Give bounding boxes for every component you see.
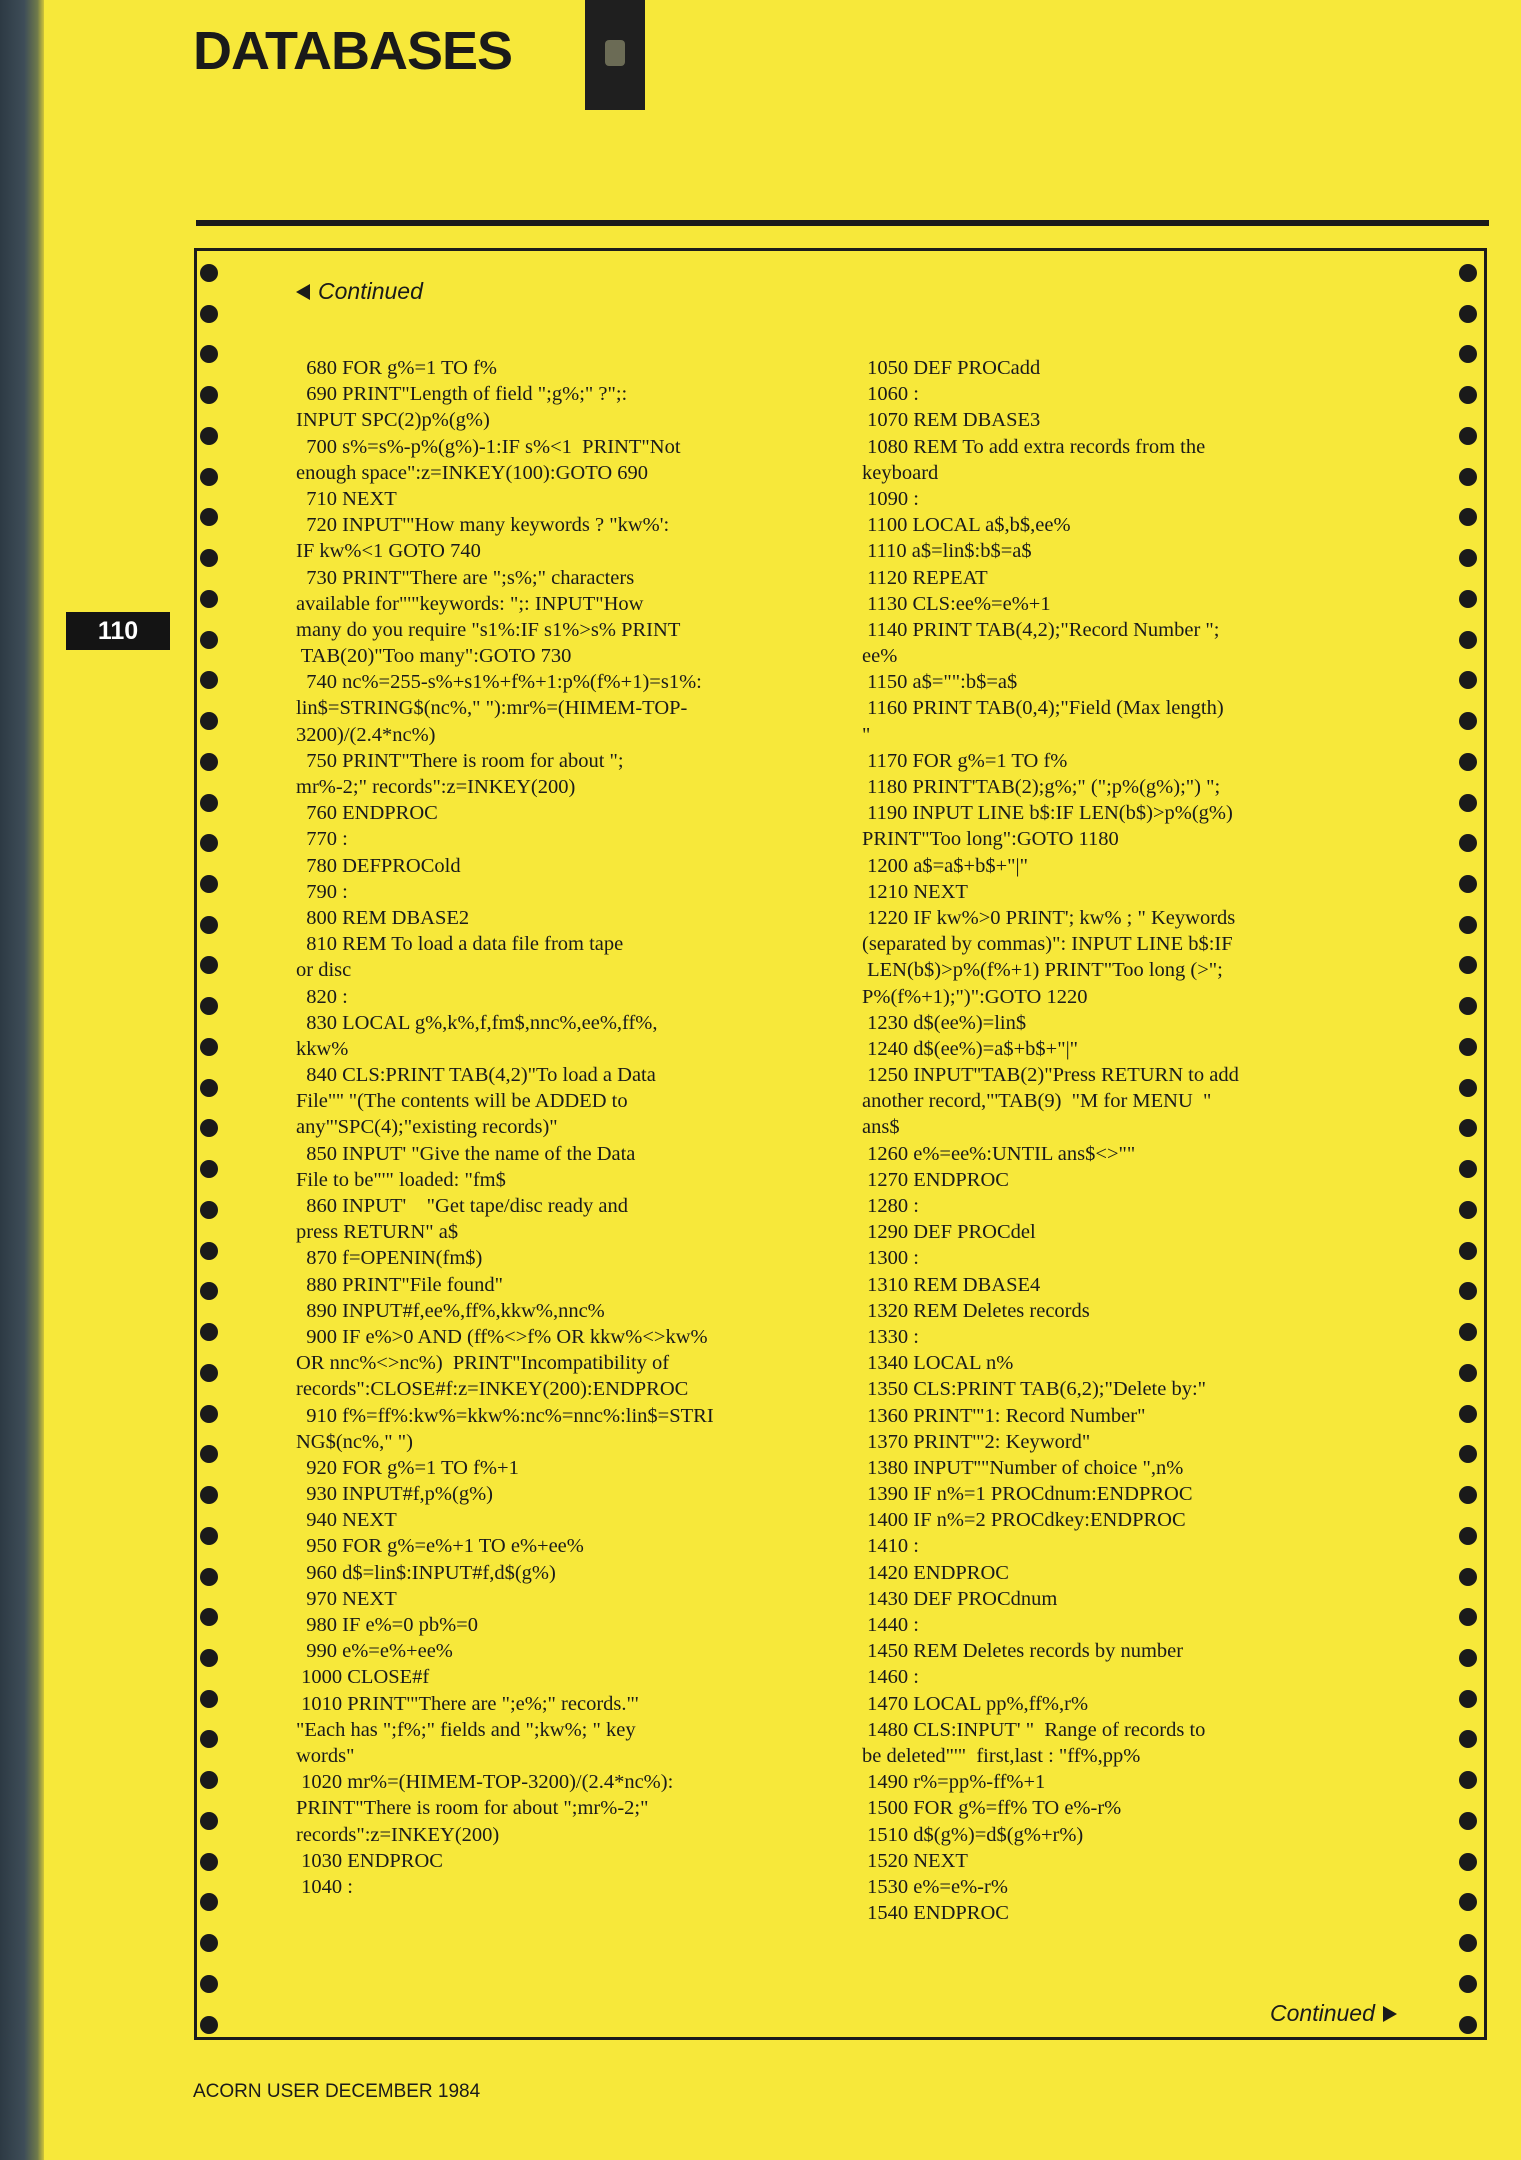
code-line: 1170 FOR g%=1 TO f% bbox=[862, 749, 1068, 772]
sprocket-hole bbox=[1459, 1445, 1477, 1463]
code-line: or disc bbox=[296, 959, 352, 982]
code-line: 1210 NEXT bbox=[862, 880, 968, 903]
sprocket-hole bbox=[1459, 834, 1477, 852]
code-line: File to be"'" loaded: "fm$ bbox=[296, 1168, 506, 1191]
code-line: 1240 d$(ee%)=a$+b$+"|" bbox=[862, 1037, 1079, 1060]
sprocket-hole bbox=[1459, 508, 1477, 526]
code-line: records":z=INKEY(200) bbox=[296, 1823, 500, 1846]
code-line: NG$(nc%," ") bbox=[296, 1430, 413, 1453]
code-line: 900 IF e%>0 AND (ff%<>f% OR kkw%<>kw% bbox=[296, 1325, 708, 1348]
code-line: 1140 PRINT TAB(4,2);"Record Number "; bbox=[862, 618, 1220, 641]
code-line: 870 f=OPENIN(fm$) bbox=[296, 1247, 483, 1270]
code-line: 850 INPUT' "Give the name of the Data bbox=[296, 1142, 636, 1165]
sprocket-hole bbox=[1459, 875, 1477, 893]
code-line: 1310 REM DBASE4 bbox=[862, 1273, 1041, 1296]
sprocket-hole bbox=[1459, 1119, 1477, 1137]
code-line: ee% bbox=[862, 645, 898, 668]
sprocket-hole bbox=[1459, 997, 1477, 1015]
code-line: enough space":z=INKEY(100):GOTO 690 bbox=[296, 461, 649, 484]
sprocket-hole bbox=[1459, 1242, 1477, 1260]
sprocket-hole bbox=[200, 2016, 218, 2034]
sprocket-hole bbox=[200, 1690, 218, 1708]
code-line: 1280 : bbox=[862, 1195, 919, 1217]
code-line: 1100 LOCAL a$,b$,ee% bbox=[862, 514, 1071, 537]
sprocket-hole bbox=[1459, 1975, 1477, 1993]
code-line: IF kw%<1 GOTO 740 bbox=[296, 540, 481, 563]
code-line: 770 : bbox=[296, 828, 348, 851]
sprocket-hole bbox=[200, 1812, 218, 1830]
code-line: 1080 REM To add extra records from the bbox=[862, 435, 1206, 458]
sprocket-holes-left bbox=[200, 264, 222, 2034]
code-line: 730 PRINT"There are ";s%;" characters bbox=[296, 566, 635, 589]
code-line: keyboard bbox=[862, 461, 939, 484]
code-line: available for"'"keywords: ";: INPUT"How bbox=[296, 592, 644, 615]
code-line: 1200 a$=a$+b$+"|" bbox=[862, 854, 1028, 877]
sprocket-hole bbox=[200, 1201, 218, 1219]
code-line: 1350 CLS:PRINT TAB(6,2);"Delete by:" bbox=[862, 1378, 1207, 1401]
sprocket-hole bbox=[1459, 1038, 1477, 1056]
code-line: 1190 INPUT LINE b$:IF LEN(b$)>p%(g%) bbox=[862, 802, 1233, 825]
sprocket-hole bbox=[1459, 712, 1477, 730]
code-line: 1000 CLOSE#f bbox=[296, 1666, 430, 1689]
code-line: words" bbox=[296, 1744, 355, 1767]
sprocket-hole bbox=[200, 1893, 218, 1911]
sprocket-hole bbox=[200, 1934, 218, 1952]
listing-left-column bbox=[296, 355, 856, 1900]
sprocket-hole bbox=[200, 1160, 218, 1178]
code-line: 1450 REM Deletes records by number bbox=[862, 1640, 1184, 1663]
code-line: 930 INPUT#f,p%(g%) bbox=[296, 1483, 493, 1506]
sprocket-hole bbox=[200, 1364, 218, 1382]
sprocket-hole bbox=[200, 1568, 218, 1586]
code-line: 1420 ENDPROC bbox=[862, 1561, 1009, 1584]
sprocket-hole bbox=[200, 875, 218, 893]
sprocket-hole bbox=[200, 1771, 218, 1789]
code-line: many do you require "s1%:IF s1%>s% PRINT bbox=[296, 618, 681, 641]
sprocket-hole bbox=[200, 468, 218, 486]
title-photo-block bbox=[585, 0, 645, 110]
sprocket-hole bbox=[200, 1853, 218, 1871]
code-line: 1010 PRINT'"There are ";e%;" records."' bbox=[296, 1692, 639, 1715]
code-line: 1370 PRINT'"2: Keyword" bbox=[862, 1430, 1091, 1453]
sprocket-hole bbox=[200, 264, 218, 282]
code-line: 1480 CLS:INPUT' " Range of records to bbox=[862, 1718, 1206, 1741]
listing-right-column bbox=[862, 355, 1422, 1926]
sprocket-hole bbox=[200, 1282, 218, 1300]
sprocket-hole bbox=[200, 508, 218, 526]
code-line: 1330 : bbox=[862, 1325, 919, 1348]
sprocket-hole bbox=[1459, 1771, 1477, 1789]
code-line: 710 NEXT bbox=[296, 487, 397, 510]
code-line: 1160 PRINT TAB(0,4);"Field (Max length) bbox=[862, 697, 1224, 720]
sprocket-hole bbox=[1459, 1486, 1477, 1504]
code-line: 1380 INPUT''"Number of choice ",n% bbox=[862, 1456, 1184, 1479]
sprocket-hole bbox=[200, 305, 218, 323]
code-line: 970 NEXT bbox=[296, 1587, 397, 1610]
code-line: 920 FOR g%=1 TO f%+1 bbox=[296, 1456, 519, 1479]
sprocket-hole bbox=[1459, 1160, 1477, 1178]
sprocket-hole bbox=[1459, 549, 1477, 567]
sprocket-hole bbox=[1459, 1649, 1477, 1667]
sprocket-hole bbox=[200, 590, 218, 608]
code-line: LEN(b$)>p%(f%+1) PRINT"Too long (>"; bbox=[862, 959, 1223, 982]
footer-credit: ACORN USER DECEMBER 1984 bbox=[193, 2081, 481, 2102]
sprocket-hole bbox=[200, 916, 218, 934]
code-line: ans$ bbox=[862, 1116, 900, 1139]
code-line: 950 FOR g%=e%+1 TO e%+ee% bbox=[296, 1535, 584, 1558]
sprocket-hole bbox=[200, 1730, 218, 1748]
continued-top-label: Continued bbox=[318, 278, 423, 304]
code-line: 720 INPUT'"How many keywords ? "kw%': bbox=[296, 514, 670, 537]
code-line: 780 DEFPROCold bbox=[296, 854, 461, 877]
sprocket-hole bbox=[200, 712, 218, 730]
code-line: 1030 ENDPROC bbox=[296, 1849, 443, 1872]
code-line: 790 : bbox=[296, 880, 348, 903]
sprocket-hole bbox=[200, 631, 218, 649]
sprocket-hole bbox=[1459, 1323, 1477, 1341]
code-line: 800 REM DBASE2 bbox=[296, 906, 470, 929]
code-line: another record,"'TAB(9) "M for MENU " bbox=[862, 1090, 1212, 1113]
sprocket-hole bbox=[200, 834, 218, 852]
sprocket-hole bbox=[1459, 1690, 1477, 1708]
code-line: 1040 : bbox=[296, 1875, 353, 1898]
code-line: 1440 : bbox=[862, 1614, 919, 1636]
code-line: 1260 e%=ee%:UNTIL ans$<>"" bbox=[862, 1142, 1136, 1165]
code-line: 980 IF e%=0 pb%=0 bbox=[296, 1614, 478, 1636]
code-line: 1400 IF n%=2 PROCdkey:ENDPROC bbox=[862, 1509, 1186, 1532]
code-line: 1070 REM DBASE3 bbox=[862, 409, 1041, 432]
code-line: mr%-2;" records":z=INKEY(200) bbox=[296, 776, 576, 798]
code-line: P%(f%+1);")":GOTO 1220 bbox=[862, 985, 1088, 1008]
code-line: 1520 NEXT bbox=[862, 1849, 968, 1872]
code-line: 1050 DEF PROCadd bbox=[862, 357, 1041, 379]
code-line: 740 nc%=255-s%+s1%+f%+1:p%(f%+1)=s1%: bbox=[296, 671, 702, 694]
code-line: 1320 REM Deletes records bbox=[862, 1299, 1090, 1322]
code-line: " bbox=[862, 723, 871, 746]
sprocket-hole bbox=[200, 345, 218, 363]
page-number: 110 bbox=[66, 612, 170, 650]
left-arrow-icon bbox=[296, 284, 310, 300]
code-line: 1060 : bbox=[862, 383, 919, 406]
code-line: kkw% bbox=[296, 1037, 349, 1060]
continued-to-marker bbox=[1270, 2000, 1397, 2027]
code-line: 1300 : bbox=[862, 1247, 919, 1270]
sprocket-hole bbox=[200, 671, 218, 689]
sprocket-hole bbox=[1459, 1934, 1477, 1952]
code-line: 1360 PRINT'"1: Record Number" bbox=[862, 1404, 1146, 1427]
code-line: 1150 a$="":b$=a$ bbox=[862, 671, 1018, 694]
code-line: 960 d$=lin$:INPUT#f,d$(g%) bbox=[296, 1561, 556, 1584]
code-line: records":CLOSE#f:z=INKEY(200):ENDPROC bbox=[296, 1378, 689, 1401]
code-line: 1130 CLS:ee%=e%+1 bbox=[862, 592, 1051, 615]
sprocket-hole bbox=[1459, 1079, 1477, 1097]
code-line: 1270 ENDPROC bbox=[862, 1168, 1009, 1191]
sprocket-hole bbox=[1459, 468, 1477, 486]
code-line: 810 REM To load a data file from tape bbox=[296, 933, 624, 956]
sprocket-hole bbox=[200, 1405, 218, 1423]
code-line: 1430 DEF PROCdnum bbox=[862, 1587, 1058, 1610]
code-line: 1490 r%=pp%-ff%+1 bbox=[862, 1771, 1046, 1794]
code-line: 680 FOR g%=1 TO f% bbox=[296, 357, 498, 379]
code-line: 1530 e%=e%-r% bbox=[862, 1875, 1008, 1898]
code-line: 940 NEXT bbox=[296, 1509, 397, 1532]
code-line: 1470 LOCAL pp%,ff%,r% bbox=[862, 1692, 1089, 1715]
sprocket-hole bbox=[200, 1649, 218, 1667]
code-line: 840 CLS:PRINT TAB(4,2)"To load a Data bbox=[296, 1064, 656, 1087]
sprocket-hole bbox=[200, 1119, 218, 1137]
sprocket-hole bbox=[200, 1038, 218, 1056]
code-line: 1500 FOR g%=ff% TO e%-r% bbox=[862, 1797, 1122, 1820]
code-line: 1410 : bbox=[862, 1535, 919, 1558]
code-line: 750 PRINT"There is room for about "; bbox=[296, 749, 624, 772]
code-line: PRINT"Too long":GOTO 1180 bbox=[862, 828, 1119, 851]
sprocket-hole bbox=[200, 1242, 218, 1260]
code-line: 1340 LOCAL n% bbox=[862, 1352, 1014, 1375]
code-line: 990 e%=e%+ee% bbox=[296, 1640, 453, 1663]
code-line: OR nnc%<>nc%) PRINT"Incompatibility of bbox=[296, 1352, 670, 1375]
code-line: 1230 d$(ee%)=lin$ bbox=[862, 1011, 1027, 1034]
sprocket-hole bbox=[1459, 386, 1477, 404]
magazine-spine bbox=[0, 0, 44, 2160]
section-title: DATABASES bbox=[193, 21, 513, 81]
sprocket-hole bbox=[1459, 1812, 1477, 1830]
sprocket-hole bbox=[200, 1486, 218, 1504]
sprocket-hole bbox=[1459, 631, 1477, 649]
code-line: 1250 INPUT''TAB(2)"Press RETURN to add bbox=[862, 1064, 1239, 1087]
code-line: TAB(20)"Too many":GOTO 730 bbox=[296, 645, 572, 668]
sprocket-hole bbox=[1459, 1282, 1477, 1300]
sprocket-hole bbox=[1459, 1853, 1477, 1871]
code-line: INPUT SPC(2)p%(g%) bbox=[296, 409, 490, 432]
code-line: 1390 IF n%=1 PROCdnum:ENDPROC bbox=[862, 1483, 1193, 1506]
code-line: 820 : bbox=[296, 985, 348, 1008]
sprocket-hole bbox=[1459, 1568, 1477, 1586]
sprocket-hole bbox=[1459, 1893, 1477, 1911]
code-line: any"'SPC(4);"existing records)" bbox=[296, 1116, 558, 1139]
sprocket-hole bbox=[1459, 345, 1477, 363]
sprocket-hole bbox=[200, 427, 218, 445]
code-line: 1120 REPEAT bbox=[862, 566, 988, 589]
sprocket-hole bbox=[200, 386, 218, 404]
code-line: 830 LOCAL g%,k%,f,fm$,nnc%,ee%,ff%, bbox=[296, 1011, 658, 1034]
sprocket-hole bbox=[200, 753, 218, 771]
right-arrow-icon bbox=[1383, 2006, 1397, 2022]
sprocket-hole bbox=[1459, 794, 1477, 812]
code-line: 1460 : bbox=[862, 1666, 919, 1689]
code-line: 880 PRINT"File found" bbox=[296, 1273, 503, 1296]
sprocket-hole bbox=[1459, 916, 1477, 934]
code-line: 3200)/(2.4*nc%) bbox=[296, 723, 436, 746]
sprocket-hole bbox=[1459, 1364, 1477, 1382]
sprocket-hole bbox=[200, 1323, 218, 1341]
code-line: 1020 mr%=(HIMEM-TOP-3200)/(2.4*nc%): bbox=[296, 1771, 674, 1794]
code-line: be deleted"'" first,last : "ff%,pp% bbox=[862, 1744, 1141, 1767]
code-line: 1540 ENDPROC bbox=[862, 1902, 1009, 1925]
code-line: 1290 DEF PROCdel bbox=[862, 1221, 1036, 1244]
sprocket-hole bbox=[1459, 305, 1477, 323]
code-line: 700 s%=s%-p%(g%)-1:IF s%<1 PRINT"Not bbox=[296, 435, 681, 458]
continued-from-marker bbox=[296, 278, 423, 305]
code-line: 1220 IF kw%>0 PRINT'; kw% ; " Keywords bbox=[862, 906, 1236, 929]
code-line: 890 INPUT#f,ee%,ff%,kkw%,nnc% bbox=[296, 1299, 605, 1322]
code-line: (separated by commas)": INPUT LINE b$:IF bbox=[862, 933, 1233, 956]
sprocket-hole bbox=[1459, 2016, 1477, 2034]
sprocket-hole bbox=[1459, 671, 1477, 689]
code-line: "Each has ";f%;" fields and ";kw%; " key bbox=[296, 1718, 636, 1741]
code-line: PRINT"There is room for about ";mr%-2;" bbox=[296, 1797, 649, 1820]
sprocket-hole bbox=[200, 1079, 218, 1097]
sprocket-hole bbox=[1459, 1730, 1477, 1748]
sprocket-hole bbox=[200, 549, 218, 567]
sprocket-hole bbox=[1459, 1608, 1477, 1626]
sprocket-hole bbox=[200, 1445, 218, 1463]
code-line: lin$=STRING$(nc%," "):mr%=(HIMEM-TOP- bbox=[296, 697, 688, 720]
sprocket-hole bbox=[200, 1975, 218, 1993]
code-line: 1090 : bbox=[862, 487, 919, 510]
sprocket-hole bbox=[1459, 427, 1477, 445]
sprocket-hole bbox=[1459, 1527, 1477, 1545]
continued-bottom-label: Continued bbox=[1270, 2000, 1375, 2026]
code-line: 1110 a$=lin$:b$=a$ bbox=[862, 540, 1032, 563]
code-line: 860 INPUT' "Get tape/disc ready and bbox=[296, 1195, 629, 1217]
sprocket-holes-right bbox=[1459, 264, 1481, 2034]
code-line: 760 ENDPROC bbox=[296, 802, 438, 825]
code-line: 1510 d$(g%)=d$(g%+r%) bbox=[862, 1823, 1084, 1846]
sprocket-hole bbox=[1459, 956, 1477, 974]
sprocket-hole bbox=[200, 794, 218, 812]
sprocket-hole bbox=[200, 956, 218, 974]
code-line: File"'' "(The contents will be ADDED to bbox=[296, 1090, 628, 1113]
code-line: press RETURN" a$ bbox=[296, 1221, 459, 1244]
code-line: 1180 PRINT'TAB(2);g%;" (";p%(g%);") "; bbox=[862, 776, 1221, 798]
sprocket-hole bbox=[1459, 264, 1477, 282]
sprocket-hole bbox=[1459, 590, 1477, 608]
sprocket-hole bbox=[1459, 753, 1477, 771]
sprocket-hole bbox=[1459, 1405, 1477, 1423]
code-line: 690 PRINT"Length of field ";g%;" ?";: bbox=[296, 383, 628, 406]
sprocket-hole bbox=[200, 1608, 218, 1626]
header-rule bbox=[196, 220, 1489, 226]
sprocket-hole bbox=[200, 997, 218, 1015]
sprocket-hole bbox=[200, 1527, 218, 1545]
sprocket-hole bbox=[1459, 1201, 1477, 1219]
code-line: 910 f%=ff%:kw%=kkw%:nc%=nnc%:lin$=STRI bbox=[296, 1404, 714, 1427]
